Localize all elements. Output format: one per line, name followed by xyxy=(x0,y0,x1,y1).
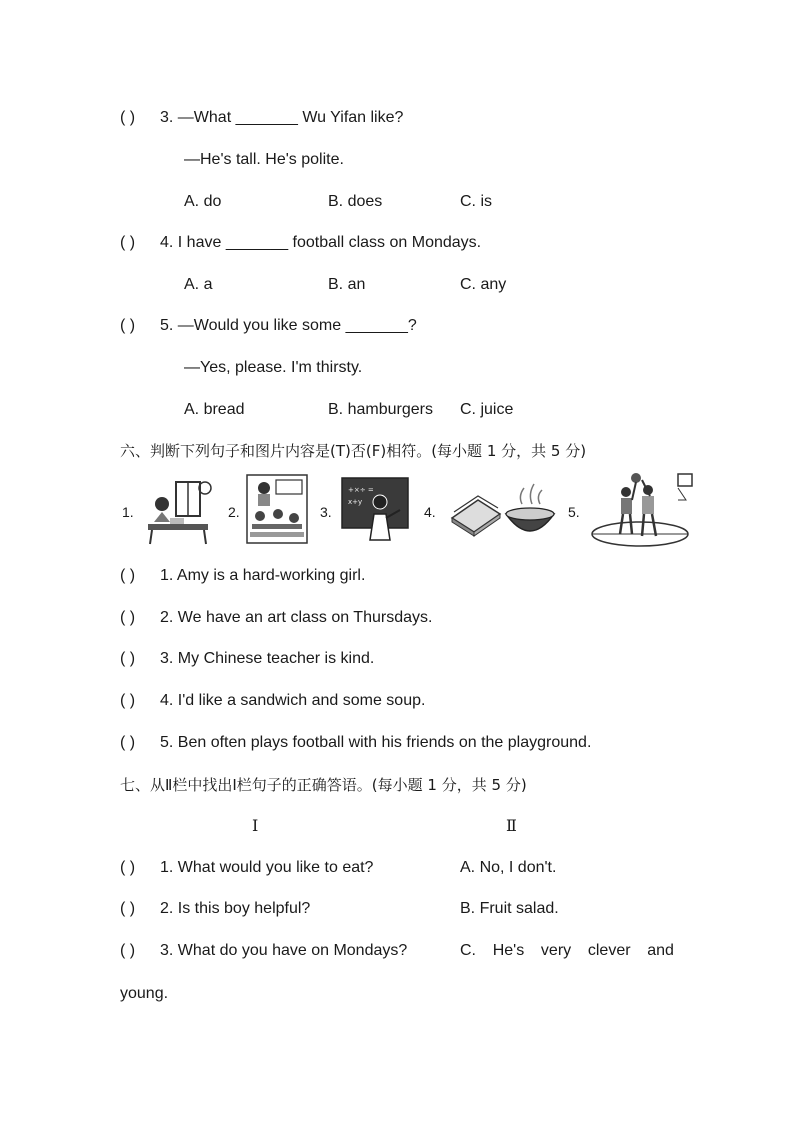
answer-paren[interactable]: ( ) xyxy=(120,734,136,751)
sandwich-and-soup-picture xyxy=(448,474,558,544)
statement-2 xyxy=(120,608,432,628)
statement-text: 5. Ben often plays football with his friends on the playground. xyxy=(160,734,592,751)
option-a: A. a xyxy=(184,276,213,293)
statement-text: 1. Amy is a hard-working girl. xyxy=(160,567,366,584)
answer-paren[interactable]: ( ) xyxy=(120,692,136,709)
answer-word: clever xyxy=(587,942,631,959)
question-text: 3. What do you have on Mondays? xyxy=(160,942,408,959)
option-a: A. do xyxy=(184,193,222,210)
picture-label-1: 1. xyxy=(122,504,134,520)
question-stem: 3. —What _______ Wu Yifan like? xyxy=(160,109,404,126)
answer-paren[interactable]: ( ) xyxy=(120,609,136,626)
question-text: 2. Is this boy helpful? xyxy=(160,900,311,917)
answer-paren[interactable]: ( ) xyxy=(120,900,136,917)
answer-paren[interactable]: ( ) xyxy=(120,109,136,126)
match-answer-b: B. Fruit salad. xyxy=(460,900,559,917)
option-b: B. does xyxy=(328,193,383,210)
answer-word: C. xyxy=(460,942,476,959)
match-question-3 xyxy=(120,941,407,961)
match-answer-c-wrap: young. xyxy=(120,985,169,1002)
question-text: 1. What would you like to eat? xyxy=(160,859,374,876)
question-stem: 4. I have _______ football class on Mondays. xyxy=(160,234,482,251)
answer-paren[interactable]: ( ) xyxy=(120,234,136,251)
option-c: C. any xyxy=(460,276,507,293)
match-answer-c xyxy=(460,941,674,961)
match-question-1 xyxy=(120,858,373,878)
classroom-picture xyxy=(246,474,308,544)
option-a: A. bread xyxy=(184,401,245,418)
answer-word: very xyxy=(540,942,572,959)
section-7-heading: 七、从Ⅱ栏中找出Ⅰ栏句子的正确答语。(每小题 1 分，共 5 分) xyxy=(120,776,527,794)
statement-1 xyxy=(120,566,365,586)
statement-text: 4. I'd like a sandwich and some soup. xyxy=(160,692,426,709)
statement-text: 3. My Chinese teacher is kind. xyxy=(160,650,375,667)
answer-paren[interactable]: ( ) xyxy=(120,942,136,959)
question-3 xyxy=(120,108,403,128)
statement-text: 2. We have an art class on Thursdays. xyxy=(160,609,433,626)
question-3-reply: —He's tall. He's polite. xyxy=(184,151,344,168)
picture-label-3: 3. xyxy=(320,504,332,520)
basketball-picture xyxy=(590,472,696,550)
answer-paren[interactable]: ( ) xyxy=(120,567,136,584)
answer-paren[interactable]: ( ) xyxy=(120,859,136,876)
picture-row xyxy=(118,474,698,550)
picture-label-2: 2. xyxy=(228,504,240,520)
answer-word: and xyxy=(647,942,674,959)
statement-5 xyxy=(120,733,591,753)
option-c: C. juice xyxy=(460,401,514,418)
answer-paren[interactable]: ( ) xyxy=(120,650,136,667)
column-2-heading: Ⅱ xyxy=(506,816,517,835)
match-question-2 xyxy=(120,899,310,919)
question-5-reply: —Yes, please. I'm thirsty. xyxy=(184,359,363,376)
picture-label-4: 4. xyxy=(424,504,436,520)
answer-word: He's xyxy=(492,942,525,959)
statement-3 xyxy=(120,649,374,669)
teacher-picture xyxy=(340,474,410,544)
question-stem: 5. —Would you like some _______? xyxy=(160,317,417,334)
option-b: B. hamburgers xyxy=(328,401,433,418)
statement-4 xyxy=(120,691,425,711)
picture-label-5: 5. xyxy=(568,504,580,520)
section-6-heading: 六、判断下列句子和图片内容是(T)否(F)相符。(每小题 1 分，共 5 分) xyxy=(120,442,587,460)
match-answer-a: A. No, I don't. xyxy=(460,859,557,876)
option-c: C. is xyxy=(460,193,492,210)
question-4 xyxy=(120,233,481,253)
girl-studying-picture xyxy=(142,474,212,546)
question-5 xyxy=(120,316,417,336)
svg-text:+×÷ =: +×÷ = xyxy=(348,486,374,494)
option-b: B. an xyxy=(328,276,366,293)
answer-paren[interactable]: ( ) xyxy=(120,317,136,334)
column-1-heading: Ⅰ xyxy=(252,816,259,835)
svg-text:x+y: x+y xyxy=(348,498,363,506)
